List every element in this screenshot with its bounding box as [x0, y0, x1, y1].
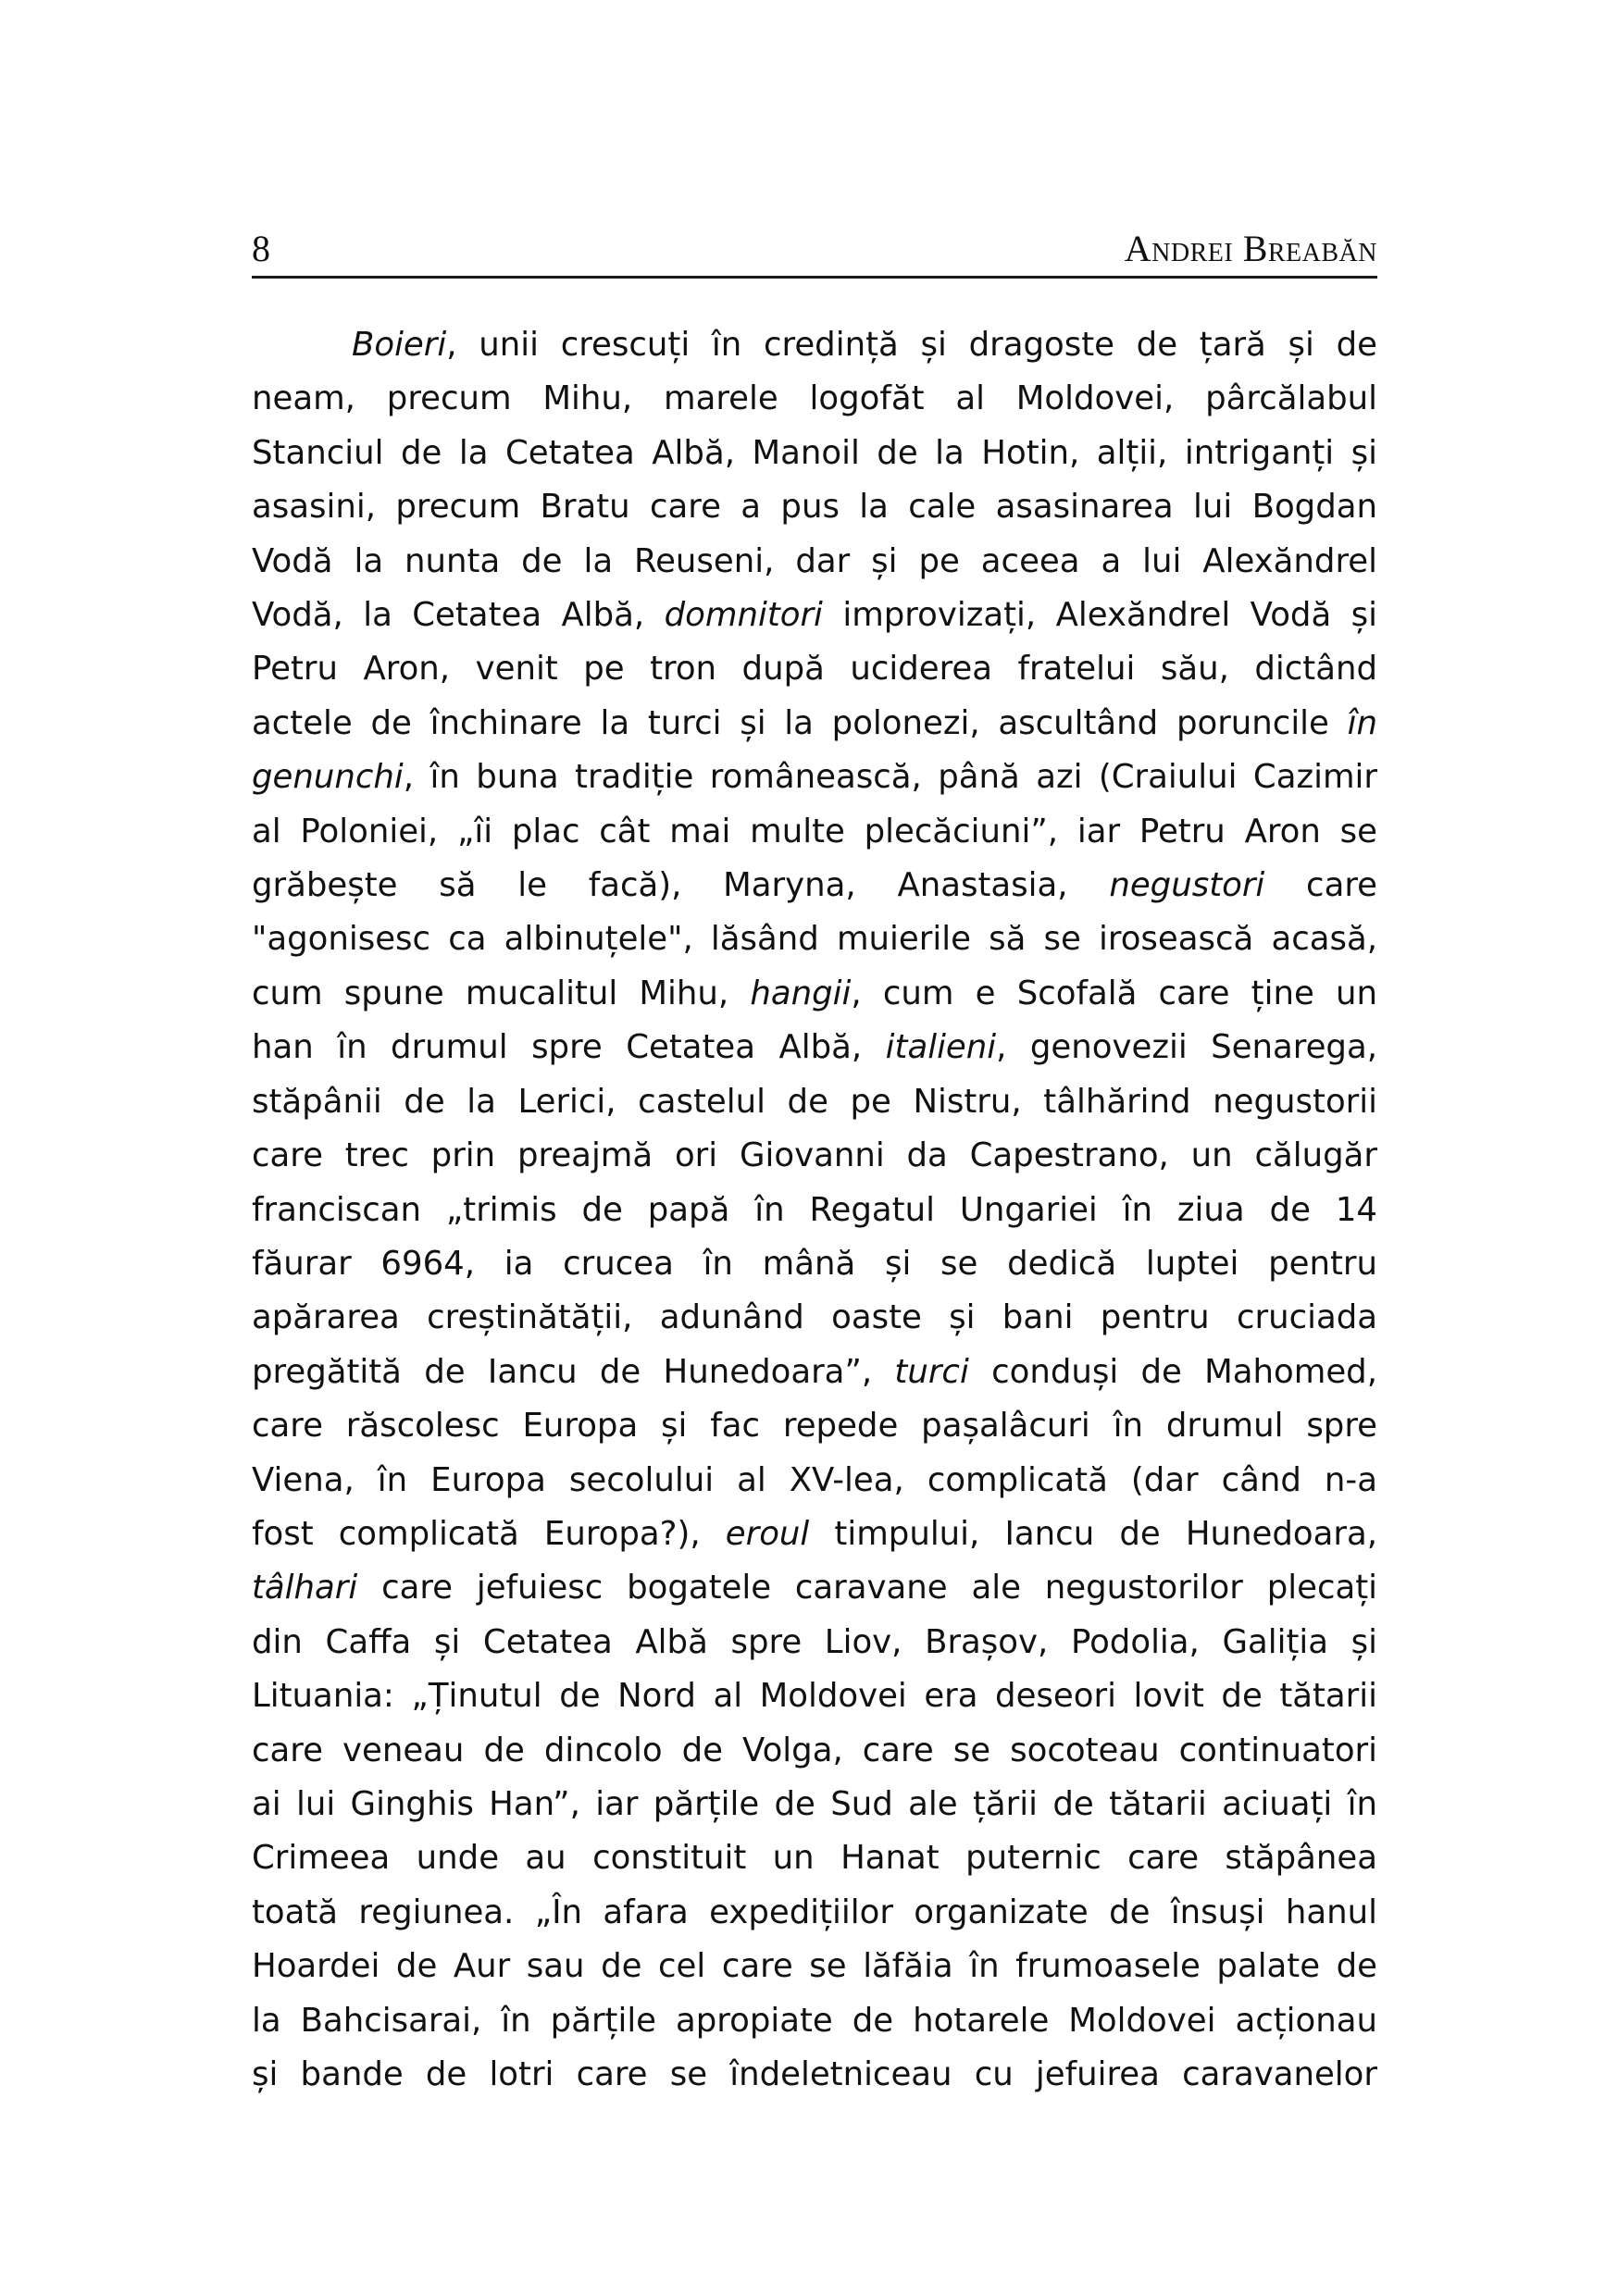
- text-line: [252, 1724, 1377, 1778]
- text-line: [252, 1184, 1377, 1237]
- text-run: care: [1264, 866, 1377, 905]
- text-line: [252, 589, 1377, 642]
- italic-term: în: [1347, 703, 1377, 742]
- text-run: stăpânii de la Lerici, castelul de pe Nistru, tâlhărind negustorii: [252, 1082, 1377, 1121]
- text-line: [252, 697, 1377, 751]
- text-line: [252, 1237, 1377, 1291]
- text-run: actele de închinare la turci și la polonezi, ascultând poruncile: [252, 703, 1348, 742]
- italic-term: eroul: [725, 1514, 810, 1553]
- text-run: apărarea creștinătății, adunând oaste și bani pentru cruciada: [252, 1298, 1377, 1337]
- text-line: [252, 1778, 1377, 1831]
- page-header: [252, 218, 1377, 279]
- text-run: franciscan „trimis de papă în Regatul Ungariei în ziua de 14: [252, 1190, 1377, 1229]
- text-line: [252, 1994, 1377, 2048]
- text-line: [252, 427, 1377, 480]
- text-line: [252, 480, 1377, 534]
- text-run: grăbește să le facă), Maryna, Anastasia,: [252, 866, 1110, 905]
- text-run: , unii crescuți în credință și dragoste de țară și de: [446, 326, 1377, 364]
- text-run: Viena, în Europa secolului al XV-lea, complicată (dar când n-a: [252, 1460, 1377, 1499]
- text-run: Petru Aron, venit pe tron după uciderea fratelui său, dictând: [252, 650, 1377, 689]
- text-run: care trec prin preajmă ori Giovanni da Capestrano, un călugăr: [252, 1136, 1377, 1175]
- text-line: [252, 1831, 1377, 1885]
- italic-term: genunchi: [252, 758, 404, 797]
- text-run: "agonisesc ca albinuțele", lăsând muierile să se irosească acasă,: [252, 920, 1377, 959]
- italic-term: hangii: [750, 974, 852, 1012]
- text-run: care jefuiesc bogatele caravane ale negustorilor plecați: [357, 1569, 1377, 1607]
- text-run: Vodă la nunta de la Reuseni, dar și pe aceea a lui Alexăndrel: [252, 541, 1377, 580]
- text-line: [252, 1346, 1377, 1399]
- running-head: Andrei Breabăn: [1124, 228, 1377, 269]
- text-run: conduși de Mahomed,: [968, 1352, 1378, 1391]
- text-run: Crimeea unde au constituit un Hanat puternic care stăpânea: [252, 1839, 1377, 1878]
- text-line: [252, 1129, 1377, 1183]
- text-run: toată regiunea. „În afara expedițiilor organizate de însuși hanul: [252, 1893, 1377, 1931]
- text-run: han în drumul spre Cetatea Albă,: [252, 1028, 886, 1067]
- text-line: [252, 912, 1377, 966]
- text-run: care răscolesc Europa și fac repede pașalâcuri în drumul spre: [252, 1407, 1377, 1446]
- italic-term: Boieri: [352, 326, 447, 364]
- text-run: Hoardei de Aur sau de cel care se lăfăia în frumoasele palate de: [252, 1947, 1377, 1986]
- text-run: fost complicată Europa?),: [252, 1514, 726, 1553]
- text-line: [252, 2048, 1377, 2102]
- text-run: neam, precum Mihu, marele logofăt al Moldovei, pârcălabul: [252, 379, 1377, 418]
- text-run: din Caffa și Cetatea Albă spre Liov, Brașov, Podolia, Galiția și: [252, 1622, 1377, 1661]
- italic-term: tâlhari: [252, 1569, 358, 1607]
- text-line: [252, 318, 1377, 372]
- text-run: la Bahcisarai, în părțile apropiate de hotarele Moldovei acționau: [252, 2001, 1377, 2040]
- text-line: [252, 1561, 1377, 1615]
- text-run: Vodă, la Cetatea Albă,: [252, 596, 665, 635]
- text-line: [252, 1021, 1377, 1074]
- text-run: al Poloniei, „îi plac cât mai multe plecăciuni”, iar Petru Aron se: [252, 812, 1377, 850]
- text-run: cum spune mucalitul Mihu,: [252, 974, 751, 1012]
- text-run: timpului, Iancu de Hunedoara,: [809, 1514, 1377, 1553]
- italic-term: italieni: [885, 1028, 997, 1067]
- text-run: , cum e Scofală care ține un: [851, 974, 1377, 1012]
- text-line: [252, 1075, 1377, 1129]
- text-run: , în buna tradiție românească, până azi (Craiului Cazimir: [403, 758, 1377, 797]
- text-run: Lituania: „Ținutul de Nord al Moldovei era deseori lovit de tătarii: [252, 1677, 1377, 1716]
- text-line: [252, 1508, 1377, 1561]
- text-line: [252, 967, 1377, 1021]
- text-line: [252, 1616, 1377, 1669]
- text-line: [252, 751, 1377, 804]
- text-run: și bande de lotri care se îndeletniceau cu jefuirea caravanelor: [252, 2055, 1377, 2093]
- text-run: pregătită de Iancu de Hunedoara”,: [252, 1352, 895, 1391]
- text-run: făurar 6964, ia crucea în mână și se dedică luptei pentru: [252, 1244, 1377, 1283]
- text-line: [252, 642, 1377, 696]
- text-run: care veneau de dincolo de Volga, care se socoteau continuatori: [252, 1731, 1377, 1769]
- text-line: [252, 1669, 1377, 1723]
- text-run: asasini, precum Bratu care a pus la cale asasinarea lui Bogdan: [252, 488, 1377, 527]
- text-run: , genovezii Senarega,: [996, 1028, 1378, 1067]
- text-run: Stanciul de la Cetatea Albă, Manoil de la Hotin, alții, intriganți și: [252, 433, 1377, 472]
- text-line: [252, 805, 1377, 859]
- text-line: [252, 372, 1377, 426]
- text-line: [252, 1454, 1377, 1508]
- italic-term: turci: [894, 1352, 969, 1391]
- text-run: ai lui Ginghis Han”, iar părțile de Sud ale țării de tătarii aciuați în: [252, 1784, 1377, 1823]
- text-line: [252, 859, 1377, 912]
- text-line: [252, 535, 1377, 589]
- body-text: [252, 318, 1377, 2102]
- italic-term: negustori: [1109, 866, 1265, 905]
- page-number: 8: [252, 228, 270, 269]
- text-line: [252, 1399, 1377, 1453]
- text-line: [252, 1940, 1377, 1993]
- italic-term: domnitori: [664, 596, 823, 635]
- text-line: [252, 1291, 1377, 1345]
- text-run: improvizați, Alexăndrel Vodă și: [822, 596, 1377, 635]
- text-line: [252, 1886, 1377, 1940]
